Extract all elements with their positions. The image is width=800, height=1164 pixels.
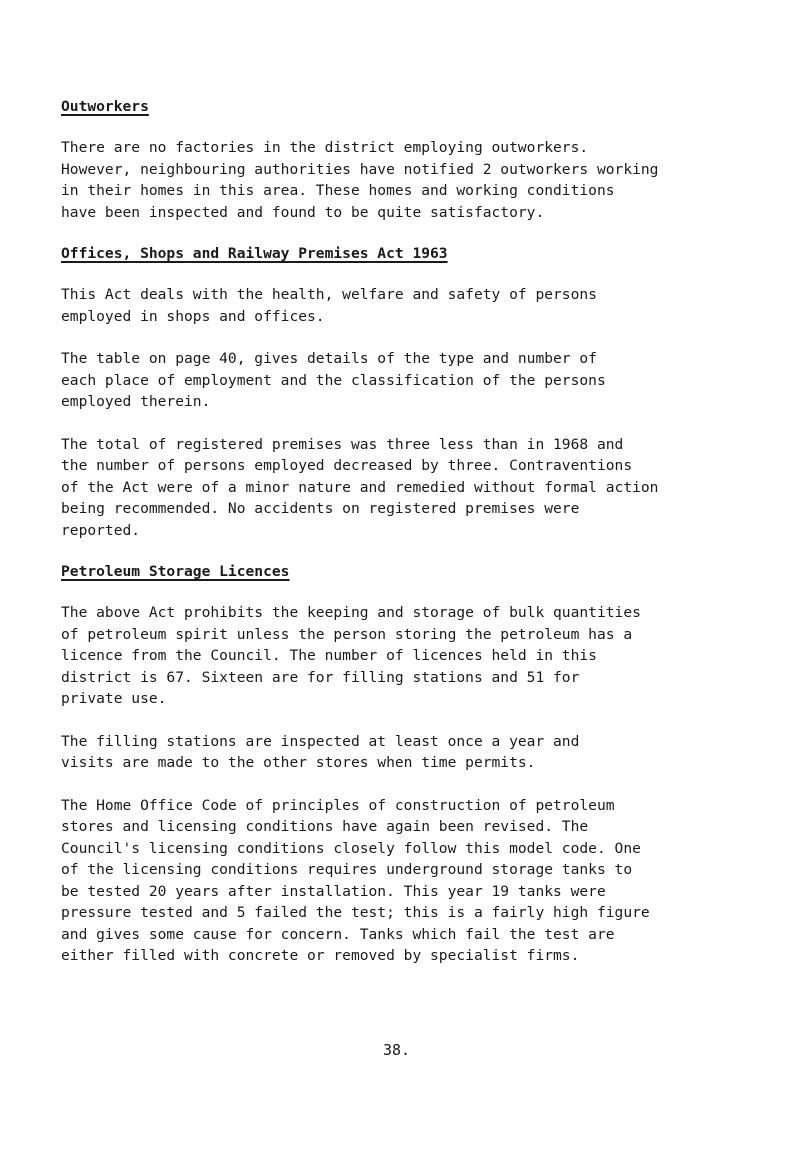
- offices-paragraph-3: [61, 434, 781, 542]
- text-line: This Act deals with the health, welfare and safety of persons: [61, 286, 597, 303]
- text-line: being recommended. No accidents on registered premises were: [61, 500, 580, 517]
- text-line: be tested 20 years after installation. This year 19 tanks were: [61, 882, 606, 900]
- outworkers-paragraph-1: [61, 137, 781, 223]
- text-line: private use.: [61, 690, 167, 707]
- petroleum-paragraph-1: [61, 602, 781, 710]
- text-line: in their homes in this area. These homes and working conditions: [61, 182, 615, 199]
- text-line: employed in shops and offices.: [61, 307, 325, 325]
- text-line: The table on page 40, gives details of the type and number of: [61, 350, 597, 367]
- text-line: reported.: [61, 521, 141, 539]
- text-line: each place of employment and the classification of the persons: [61, 371, 606, 389]
- text-line: licence from the Council. The number of licences held in this: [61, 647, 597, 664]
- page-number: 38.: [383, 1041, 411, 1059]
- text-line: stores and licensing conditions have again been revised. The: [61, 818, 589, 835]
- offices-paragraph-1: [61, 284, 781, 327]
- text-line: of the licensing conditions requires underground storage tanks to: [61, 861, 633, 878]
- offices-act-heading: Offices, Shops and Railway Premises Act 1963: [61, 245, 448, 262]
- text-line: The above Act prohibits the keeping and storage of bulk quantities: [61, 604, 641, 621]
- text-line: and gives some cause for concern. Tanks which fail the test are: [61, 925, 615, 943]
- text-line: visits are made to the other stores when time permits.: [61, 754, 536, 771]
- text-line: There are no factories in the district employing outworkers.: [61, 139, 589, 156]
- document-page: [61, 96, 781, 967]
- offices-paragraph-2: [61, 348, 781, 413]
- text-line: The total of registered premises was three less than in 1968 and: [61, 435, 624, 453]
- outworkers-heading: Outworkers: [61, 98, 149, 115]
- text-line: district is 67. Sixteen are for filling stations and 51 for: [61, 668, 580, 686]
- text-line: Council's licensing conditions closely follow this model code. One: [61, 839, 641, 857]
- text-line: either filled with concrete or removed by specialist firms.: [61, 947, 580, 964]
- text-line: The filling stations are inspected at least once a year and: [61, 732, 580, 750]
- text-line: of petroleum spirit unless the person storing the petroleum has a: [61, 625, 633, 643]
- text-line: the number of persons employed decreased by three. Contraventions: [61, 457, 633, 474]
- text-line: The Home Office Code of principles of construction of petroleum: [61, 796, 615, 814]
- text-line: However, neighbouring authorities have notified 2 outworkers working: [61, 160, 659, 178]
- petroleum-paragraph-3: [61, 795, 781, 967]
- petroleum-paragraph-2: [61, 731, 781, 774]
- text-line: of the Act were of a minor nature and remedied without formal action: [61, 478, 659, 496]
- text-line: have been inspected and found to be quite satisfactory.: [61, 203, 545, 221]
- text-line: pressure tested and 5 failed the test; this is a fairly high figure: [61, 904, 650, 921]
- petroleum-licences-heading: Petroleum Storage Licences: [61, 563, 290, 580]
- text-line: employed therein.: [61, 393, 211, 410]
